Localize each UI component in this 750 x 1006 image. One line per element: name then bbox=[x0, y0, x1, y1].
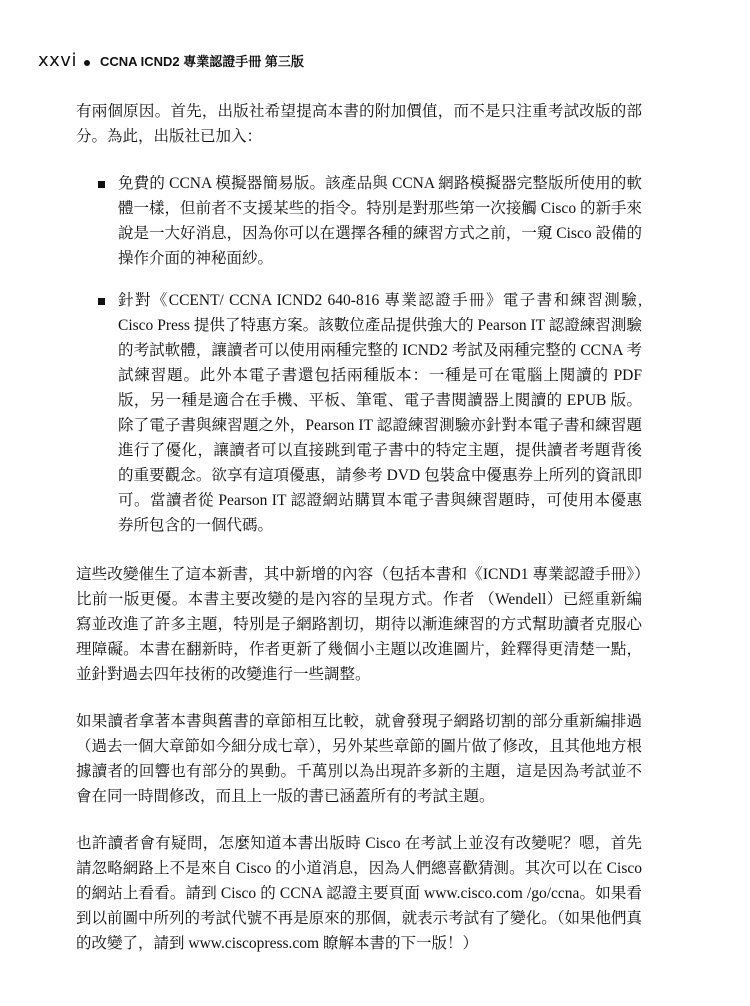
running-header bbox=[38, 50, 304, 71]
body-text bbox=[76, 99, 642, 978]
list-item-text: 針對《CCENT/ CCNA ICND2 640-816 專業認證手冊》電子書和練習測驗, Cisco Press 提供了特惠方案。該數位產品提供強大的 Pearson IT 認證練習測驗的考試軟體，讓讀者可以使用兩種完整的 ICND2 考試及兩種完整的 CCNA 考試練習題。此外本電子書還包括兩種版本：一種是可在電腦上閱讀的 PDF 版，另一種是適合在手機、平板、筆電、電子書閱讀器上閱讀的 EPUB 版。除了電子書與練習題之外，Pearson IT 認證練習測驗亦針對本電子書和練習題進行了優化，讓讀者可以直接跳到電子書中的特定主題，提供讀者考題背後的重要觀念。欲享有這項優惠，請參考 DVD 包裝盒中優惠券上所列的資訊即可。當讀者從 Pearson IT 認證網站購買本電子書與練習題時，可使用本優惠券所包含的一個代碼。 bbox=[118, 292, 642, 534]
square-bullet-icon bbox=[98, 298, 105, 305]
offer-list bbox=[76, 171, 642, 538]
intro-paragraph: 有兩個原因。首先，出版社希望提高本書的附加價值，而不是只注重考試改版的部分。為此，出版社已加入： bbox=[76, 103, 642, 145]
square-bullet-icon bbox=[98, 181, 105, 188]
list-item bbox=[76, 171, 642, 271]
book-title: CCNA ICND2 專業認證手冊 第三版 bbox=[99, 54, 304, 69]
list-item bbox=[76, 288, 642, 538]
list-item-text: 免費的 CCNA 模擬器簡易版。該產品與 CCNA 網路模擬器完整版所使用的軟體一樣，但前者不支援某些的指令。特別是對那些第一次接觸 Cisco 的新手來說是一大好消息，因為你可以在選擇各種的練習方式之前，一窺 Cisco 設備的操作介面的神秘面紗。 bbox=[118, 175, 642, 267]
paragraph-changes: 這些改變催生了這本新書，其中新增的內容（包括本書和《ICND1 專業認證手冊》）比前一版更優。本書主要改變的是內容的呈現方式。作者 （Wendell）已經重新編寫並改進了許多主題，特別是子網路割切，期待以漸進練習的方式幫助讀者克服心理障礙。本書在翻新時，作者更新了幾個小主題以改進圖片，銓釋得更清楚一點，並針對過去四年技術的改變進行一些調整。 bbox=[76, 566, 642, 683]
bullet-dot-icon bbox=[84, 60, 90, 66]
page-number: xxvi bbox=[38, 50, 77, 71]
paragraph-exam-updates: 也許讀者會有疑問，怎麼知道本書出版時 Cisco 在考試上並沒有改變呢？嗯，首先請忽略網路上不是來自 Cisco 的小道消息，因為人們總喜歡猜測。其次可以在 Cisco 的網站上看看。請到 Cisco 的 CCNA 認證主要頁面 www.cisco.com /go/ccna。如果看到以前圖中所列的考試代號不再是原來的那個，就表示考試有了變化。（如果他們真的改變了，請到 www.ciscopress.com 瞭解本書的下一版！） bbox=[76, 835, 642, 952]
paragraph-comparison: 如果讀者拿著本書與舊書的章節相互比較，就會發現子網路切割的部分重新編排過（過去一個大章節如今細分成七章），另外某些章節的圖片做了修改，且其他地方根據讀者的回響也有部分的異動。千萬別以為出現許多新的主題，這是因為考試並不會在同一時間修改，而且上一版的書已涵蓋所有的考試主題。 bbox=[76, 713, 642, 805]
